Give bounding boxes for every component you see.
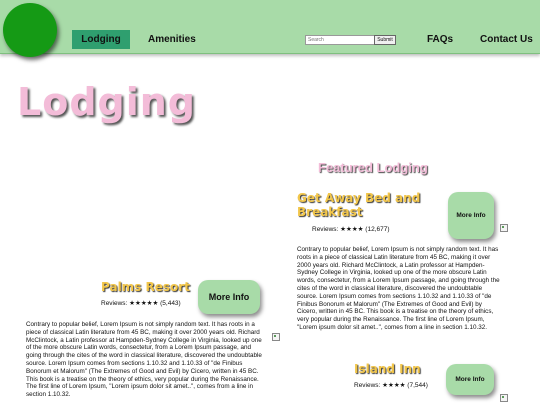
- search-submit-button[interactable]: Submit: [374, 35, 396, 45]
- card-title-get-away: Get Away Bed and Breakfast: [297, 191, 421, 219]
- card-title-island-inn: Island Inn: [354, 362, 421, 376]
- broken-image-icon: [500, 394, 508, 402]
- card-reviews-get-away: Reviews: ★★★★ (12,677): [312, 226, 390, 233]
- nav-contact-us[interactable]: Contact Us: [480, 34, 533, 45]
- card-reviews-palms-resort: Reviews: ★★★★★ (5,443): [101, 300, 181, 307]
- search-input[interactable]: [305, 35, 377, 45]
- more-info-button-palms-resort[interactable]: More Info: [198, 280, 260, 314]
- broken-image-icon: [500, 224, 508, 232]
- more-info-button-island-inn[interactable]: More Info: [446, 364, 494, 395]
- top-navigation-bar: [0, 0, 540, 54]
- broken-image-icon: [272, 333, 280, 341]
- card-description-palms-resort: Contrary to popular belief, Lorem Ipsum is not simply random text. It has roots in a piece of classical Latin literature from 45 BC, making it over 2000 years old. Richard McClintock, a Latin professor at Hampden-Sydney College in Virginia, looked up one of the more obscure Latin words, consectetur, from a Lorem Ipsum passage, and going through the cites of the word in classical literature, discovered the undoubtable source. Lorem Ipsum comes from sections 1.10.32 and 1.10.33 of "de Finibus Bonorum et Malorum" (The Extremes of Good and Evil) by Cicero, written in 45 BC. This book is a treatise on the theory of ethics, very popular during the Renaissance. The first line of Lorem Ipsum, "Lorem ipsum dolor sit amet..", comes from a line in section 1.10.32.: [26, 321, 262, 399]
- more-info-button-get-away[interactable]: More Info: [448, 192, 494, 239]
- card-title-palms-resort: Palms Resort: [101, 280, 190, 294]
- site-logo[interactable]: [3, 3, 57, 57]
- nav-amenities[interactable]: Amenities: [148, 34, 196, 45]
- nav-faqs[interactable]: FAQs: [427, 34, 454, 45]
- page-title: Lodging: [17, 80, 197, 124]
- card-reviews-island-inn: Reviews: ★★★★ (7,544): [354, 382, 428, 389]
- featured-lodging-heading: Featured Lodging: [318, 160, 428, 175]
- nav-lodging[interactable]: Lodging: [72, 30, 130, 49]
- card-description-get-away: Contrary to popular belief, Lorem Ipsum is not simply random text. It has roots in a piece of classical Latin literature from 45 BC, making it over 2000 years old. Richard McClintock, a Latin professor at Hampden-Sydney College in Virginia, looked up one of the more obscure Latin words, consectetur, from a Lorem Ipsum passage, and going through the cites of the word in classical literature, discovered the undoubtable source. Lorem Ipsum comes from sections 1.10.32 and 1.10.33 of "de Finibus Bonorum et Malorum" (The Extremes of Good and Evil) by Cicero, written in 45 BC. This book is a treatise on the theory of ethics, very popular during the Renaissance. The first line of Lorem Ipsum, "Lorem ipsum dolor sit amet..", comes from a line in section 1.10.32.: [297, 246, 500, 331]
